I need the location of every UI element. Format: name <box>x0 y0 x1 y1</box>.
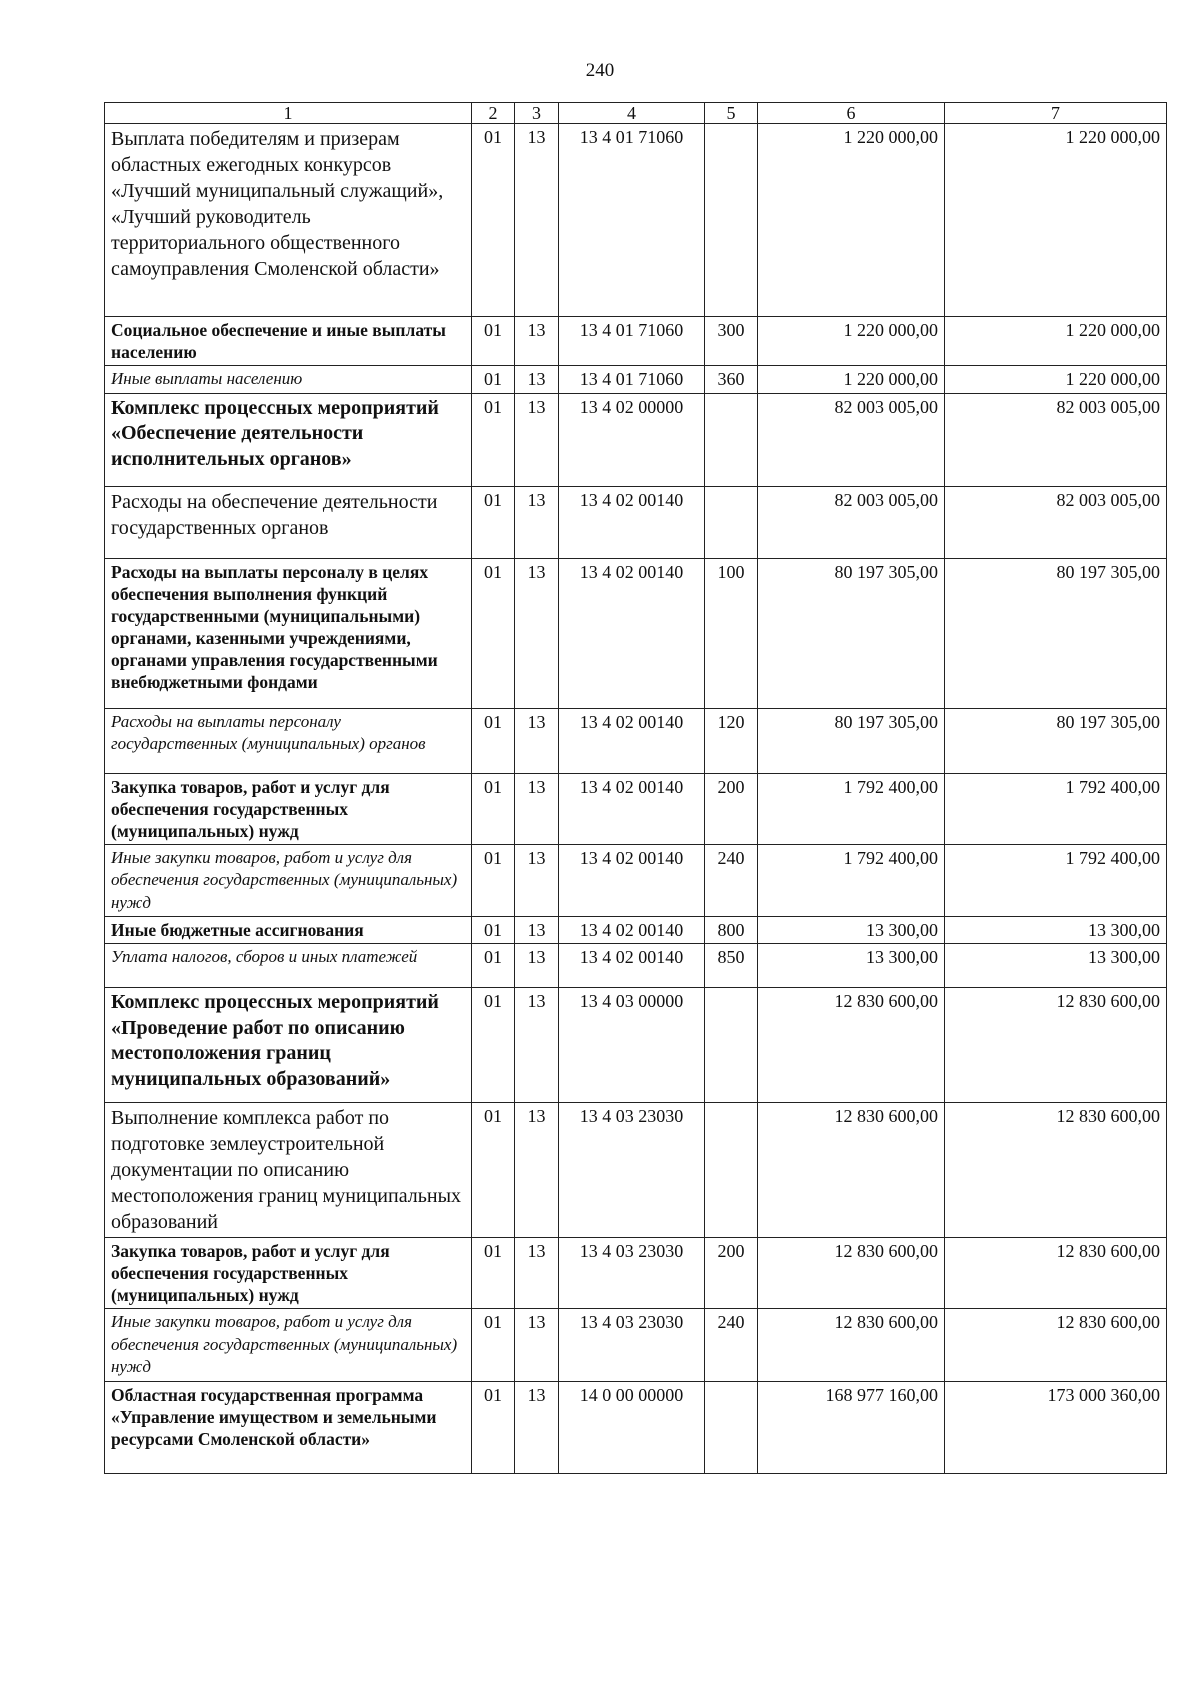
row-name: Расходы на выплаты персоналу в целях обеспечения выполнения функций государственными (муниципальными) органами, казенными учреждениями, органами управления государственными внебюджетными фондами <box>105 558 472 708</box>
row-amount-col6: 12 830 600,00 <box>758 1103 945 1238</box>
header-col-3: 3 <box>515 103 559 124</box>
row-amount-col7: 12 830 600,00 <box>945 1238 1167 1309</box>
row-expense-type: 100 <box>705 558 758 708</box>
row-expense-type: 850 <box>705 944 758 988</box>
row-amount-col7: 1 220 000,00 <box>945 317 1167 366</box>
row-amount-col7: 173 000 360,00 <box>945 1381 1167 1473</box>
budget-table <box>104 102 1167 1474</box>
row-amount-col7: 1 792 400,00 <box>945 844 1167 917</box>
table-row <box>105 486 1167 558</box>
row-target-code: 13 4 02 00140 <box>559 773 705 844</box>
row-amount-col7: 1 220 000,00 <box>945 124 1167 317</box>
row-amount-col7: 13 300,00 <box>945 917 1167 944</box>
row-subsection: 13 <box>515 773 559 844</box>
row-section: 01 <box>472 844 515 917</box>
row-name: Иные бюджетные ассигнования <box>105 917 472 944</box>
row-section: 01 <box>472 917 515 944</box>
row-subsection: 13 <box>515 708 559 773</box>
table-row <box>105 366 1167 394</box>
row-name: Областная государственная программа «Управление имуществом и земельными ресурсами Смоленской области» <box>105 1381 472 1473</box>
row-target-code: 13 4 03 23030 <box>559 1103 705 1238</box>
row-amount-col6: 80 197 305,00 <box>758 708 945 773</box>
row-amount-col6: 1 220 000,00 <box>758 366 945 394</box>
row-subsection: 13 <box>515 1238 559 1309</box>
row-amount-col7: 13 300,00 <box>945 944 1167 988</box>
row-section: 01 <box>472 558 515 708</box>
row-subsection: 13 <box>515 1309 559 1382</box>
row-amount-col6: 12 830 600,00 <box>758 1309 945 1382</box>
row-name: Расходы на выплаты персоналу государственных (муниципальных) органов <box>105 708 472 773</box>
table-row <box>105 1103 1167 1238</box>
table-row <box>105 558 1167 708</box>
row-subsection: 13 <box>515 486 559 558</box>
row-expense-type: 240 <box>705 844 758 917</box>
row-amount-col6: 1 220 000,00 <box>758 124 945 317</box>
row-expense-type: 240 <box>705 1309 758 1382</box>
row-subsection: 13 <box>515 366 559 394</box>
row-expense-type <box>705 486 758 558</box>
header-col-7: 7 <box>945 103 1167 124</box>
row-name: Выплата победителям и призерам областных ежегодных конкурсов «Лучший муниципальный служащий», «Лучший руководитель территориального общественного самоуправления Смоленской области» <box>105 124 472 317</box>
row-section: 01 <box>472 366 515 394</box>
row-amount-col7: 12 830 600,00 <box>945 988 1167 1103</box>
row-section: 01 <box>472 317 515 366</box>
row-target-code: 13 4 02 00000 <box>559 393 705 486</box>
row-expense-type <box>705 1103 758 1238</box>
row-name: Закупка товаров, работ и услуг для обеспечения государственных (муниципальных) нужд <box>105 1238 472 1309</box>
table-body <box>105 124 1167 1474</box>
row-target-code: 13 4 03 23030 <box>559 1238 705 1309</box>
row-subsection: 13 <box>515 1381 559 1473</box>
row-amount-col7: 82 003 005,00 <box>945 486 1167 558</box>
row-target-code: 13 4 02 00140 <box>559 486 705 558</box>
table-row <box>105 708 1167 773</box>
row-name: Иные закупки товаров, работ и услуг для обеспечения государственных (муниципальных) нужд <box>105 1309 472 1382</box>
row-amount-col7: 80 197 305,00 <box>945 558 1167 708</box>
row-section: 01 <box>472 486 515 558</box>
row-name: Социальное обеспечение и иные выплаты населению <box>105 317 472 366</box>
table-row <box>105 1309 1167 1382</box>
row-target-code: 13 4 01 71060 <box>559 317 705 366</box>
row-amount-col6: 13 300,00 <box>758 917 945 944</box>
row-subsection: 13 <box>515 917 559 944</box>
row-expense-type <box>705 988 758 1103</box>
row-section: 01 <box>472 988 515 1103</box>
row-target-code: 13 4 01 71060 <box>559 366 705 394</box>
row-section: 01 <box>472 393 515 486</box>
row-subsection: 13 <box>515 1103 559 1238</box>
table-row <box>105 1238 1167 1309</box>
row-subsection: 13 <box>515 558 559 708</box>
row-name: Комплекс процессных мероприятий «Обеспечение деятельности исполнительных органов» <box>105 393 472 486</box>
row-subsection: 13 <box>515 844 559 917</box>
row-amount-col6: 1 792 400,00 <box>758 773 945 844</box>
row-target-code: 13 4 03 23030 <box>559 1309 705 1382</box>
row-amount-col7: 82 003 005,00 <box>945 393 1167 486</box>
row-expense-type <box>705 1381 758 1473</box>
row-expense-type: 120 <box>705 708 758 773</box>
header-col-5: 5 <box>705 103 758 124</box>
row-target-code: 13 4 02 00140 <box>559 708 705 773</box>
row-subsection: 13 <box>515 124 559 317</box>
row-subsection: 13 <box>515 317 559 366</box>
row-target-code: 13 4 01 71060 <box>559 124 705 317</box>
row-target-code: 13 4 02 00140 <box>559 844 705 917</box>
row-section: 01 <box>472 773 515 844</box>
row-expense-type <box>705 124 758 317</box>
row-amount-col6: 80 197 305,00 <box>758 558 945 708</box>
row-amount-col7: 12 830 600,00 <box>945 1309 1167 1382</box>
header-col-6: 6 <box>758 103 945 124</box>
row-amount-col6: 12 830 600,00 <box>758 988 945 1103</box>
row-section: 01 <box>472 1381 515 1473</box>
row-amount-col6: 13 300,00 <box>758 944 945 988</box>
row-section: 01 <box>472 1309 515 1382</box>
header-col-1: 1 <box>105 103 472 124</box>
row-subsection: 13 <box>515 944 559 988</box>
row-amount-col6: 82 003 005,00 <box>758 486 945 558</box>
row-target-code: 14 0 00 00000 <box>559 1381 705 1473</box>
table-row <box>105 317 1167 366</box>
table-row <box>105 944 1167 988</box>
row-amount-col7: 12 830 600,00 <box>945 1103 1167 1238</box>
row-section: 01 <box>472 708 515 773</box>
row-expense-type: 200 <box>705 1238 758 1309</box>
row-expense-type: 200 <box>705 773 758 844</box>
row-amount-col7: 1 792 400,00 <box>945 773 1167 844</box>
row-name: Иные закупки товаров, работ и услуг для обеспечения государственных (муниципальных) нужд <box>105 844 472 917</box>
row-expense-type <box>705 393 758 486</box>
row-expense-type: 360 <box>705 366 758 394</box>
row-amount-col6: 82 003 005,00 <box>758 393 945 486</box>
table-row <box>105 917 1167 944</box>
row-target-code: 13 4 02 00140 <box>559 558 705 708</box>
row-name: Уплата налогов, сборов и иных платежей <box>105 944 472 988</box>
row-amount-col6: 1 792 400,00 <box>758 844 945 917</box>
row-subsection: 13 <box>515 988 559 1103</box>
row-target-code: 13 4 02 00140 <box>559 944 705 988</box>
row-amount-col6: 1 220 000,00 <box>758 317 945 366</box>
row-name: Закупка товаров, работ и услуг для обеспечения государственных (муниципальных) нужд <box>105 773 472 844</box>
row-name: Расходы на обеспечение деятельности государственных органов <box>105 486 472 558</box>
row-name: Выполнение комплекса работ по подготовке землеустроительной документации по описанию местоположения границ муниципальных образований <box>105 1103 472 1238</box>
row-amount-col6: 168 977 160,00 <box>758 1381 945 1473</box>
header-col-2: 2 <box>472 103 515 124</box>
table-row <box>105 1381 1167 1473</box>
row-target-code: 13 4 03 00000 <box>559 988 705 1103</box>
table-row <box>105 393 1167 486</box>
row-section: 01 <box>472 944 515 988</box>
table-header-row <box>105 103 1167 124</box>
table-row <box>105 988 1167 1103</box>
header-col-4: 4 <box>559 103 705 124</box>
row-target-code: 13 4 02 00140 <box>559 917 705 944</box>
table-row <box>105 773 1167 844</box>
table-row <box>105 124 1167 317</box>
row-amount-col7: 1 220 000,00 <box>945 366 1167 394</box>
row-expense-type: 300 <box>705 317 758 366</box>
row-amount-col7: 80 197 305,00 <box>945 708 1167 773</box>
row-expense-type: 800 <box>705 917 758 944</box>
row-amount-col6: 12 830 600,00 <box>758 1238 945 1309</box>
row-section: 01 <box>472 124 515 317</box>
row-section: 01 <box>472 1103 515 1238</box>
row-section: 01 <box>472 1238 515 1309</box>
row-subsection: 13 <box>515 393 559 486</box>
row-name: Комплекс процессных мероприятий «Проведение работ по описанию местоположения границ муниципальных образований» <box>105 988 472 1103</box>
table-row <box>105 844 1167 917</box>
row-name: Иные выплаты населению <box>105 366 472 394</box>
page-number: 240 <box>585 60 615 81</box>
